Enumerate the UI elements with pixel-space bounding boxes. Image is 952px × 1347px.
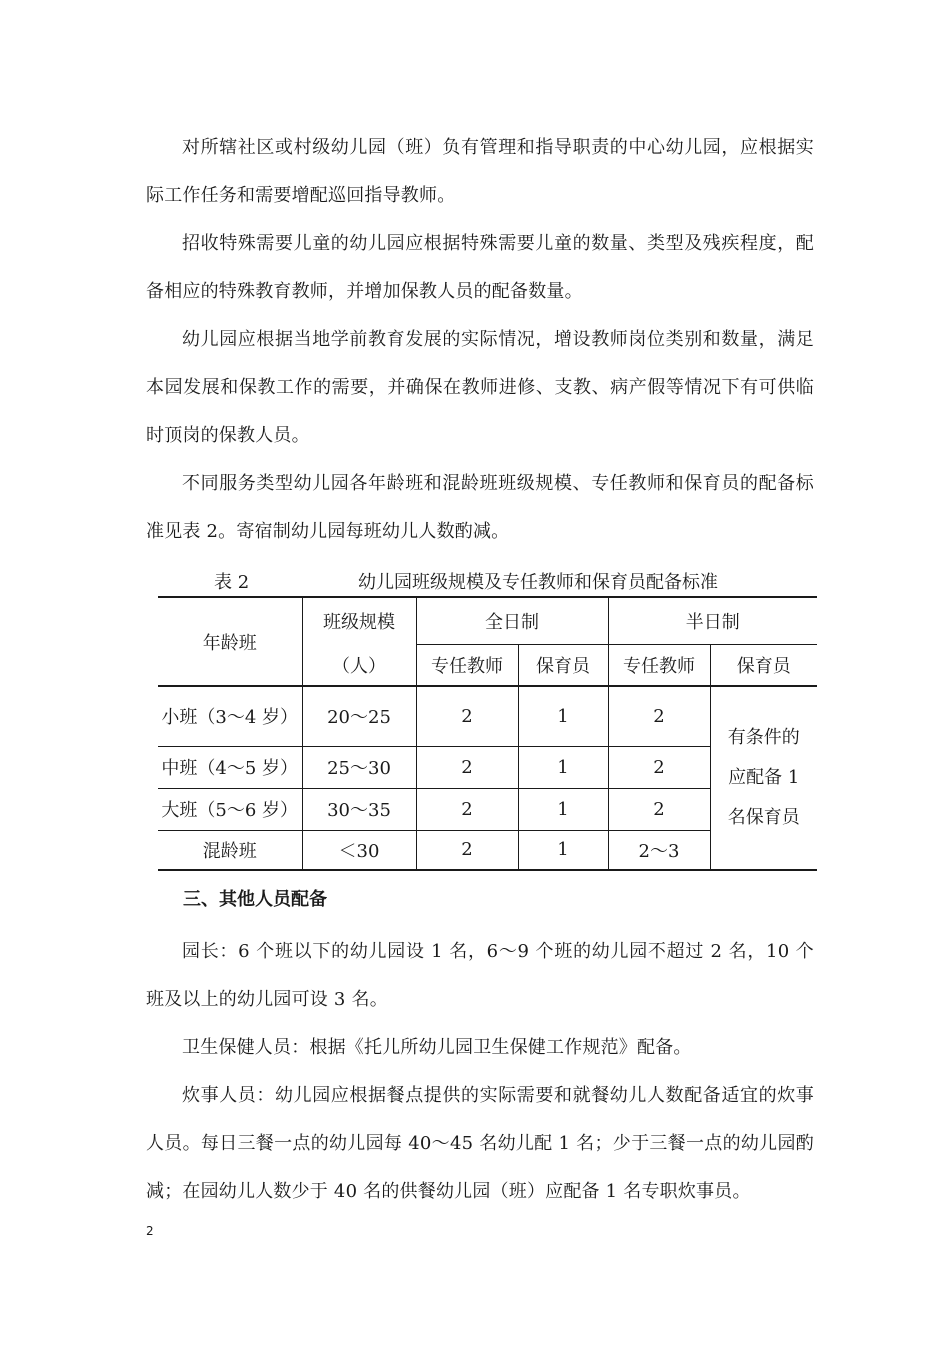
cell-class-size: 20～25 bbox=[302, 686, 416, 746]
cell-full-day-caregiver: 1 bbox=[518, 788, 608, 830]
cell-age-class: 大班（5～6 岁） bbox=[158, 788, 302, 830]
header-half-day-teacher: 专任教师 bbox=[608, 644, 710, 686]
page-number: 2 bbox=[146, 1224, 154, 1238]
cell-full-day-caregiver: 1 bbox=[518, 686, 608, 746]
cell-half-day-teacher: 2～3 bbox=[608, 830, 710, 870]
cell-class-size: ＜30 bbox=[302, 830, 416, 870]
paragraph-special-needs: 招收特殊需要儿童的幼儿园应根据特殊需要儿童的数量、类型及残疾程度，配备相应的特殊教育教师，并增加保教人员的配备数量。 bbox=[146, 233, 814, 302]
cell-full-day-teacher: 2 bbox=[416, 746, 518, 788]
header-class-size: 班级规模 bbox=[302, 597, 416, 644]
cell-full-day-teacher: 2 bbox=[416, 830, 518, 870]
cell-full-day-teacher: 2 bbox=[416, 788, 518, 830]
table-caption-number: 表 2 bbox=[214, 572, 250, 593]
paragraph-roving-teachers: 对所辖社区或村级幼儿园（班）负有管理和指导职责的中心幼儿园，应根据实际工作任务和需要增配巡回指导教师。 bbox=[146, 137, 814, 206]
cell-age-class: 小班（3～4 岁） bbox=[158, 686, 302, 746]
cell-half-day-teacher: 2 bbox=[608, 788, 710, 830]
paragraph-table-reference: 不同服务类型幼儿园各年龄班和混龄班班级规模、专任教师和保育员的配备标准见表 2。寄宿制幼儿园每班幼儿人数酌减。 bbox=[146, 473, 814, 542]
paragraph-staffing-flexibility: 幼儿园应根据当地学前教育发展的实际情况，增设教师岗位类别和数量，满足本园发展和保教工作的需要，并确保在教师进修、支教、病产假等情况下有可供临时顶岗的保教人员。 bbox=[146, 329, 814, 446]
header-half-day-caregiver: 保育员 bbox=[710, 644, 817, 686]
cell-half-day-caregiver-note bbox=[710, 686, 817, 870]
paragraph-health-staff: 卫生保健人员：根据《托儿所幼儿园卫生保健工作规范》配备。 bbox=[182, 1037, 692, 1058]
header-age-class: 年龄班 bbox=[158, 597, 302, 686]
note-line-3: 名保育员 bbox=[727, 807, 800, 828]
cell-class-size: 25～30 bbox=[302, 746, 416, 788]
staffing-standards-table bbox=[158, 596, 817, 871]
table-caption-title: 幼儿园班级规模及专任教师和保育员配备标准 bbox=[358, 572, 718, 593]
table-header-row-1 bbox=[158, 597, 817, 644]
cell-age-class: 中班（4～5 岁） bbox=[158, 746, 302, 788]
header-half-day: 半日制 bbox=[608, 597, 817, 644]
header-full-day-teacher: 专任教师 bbox=[416, 644, 518, 686]
header-full-day-caregiver: 保育员 bbox=[518, 644, 608, 686]
table-row bbox=[158, 686, 817, 746]
cell-half-day-teacher: 2 bbox=[608, 746, 710, 788]
section-heading: 三、其他人员配备 bbox=[183, 889, 327, 910]
paragraph-kitchen-staff: 炊事人员：幼儿园应根据餐点提供的实际需要和就餐幼儿人数配备适宜的炊事人员。每日三餐一点的幼儿园每 40～45 名幼儿配 1 名；少于三餐一点的幼儿园酌减；在园幼儿人数少于 40 名的供餐幼儿园（班）应配备 1 名专职炊事员。 bbox=[146, 1085, 814, 1202]
cell-full-day-caregiver: 1 bbox=[518, 746, 608, 788]
note-line-1: 有条件的 bbox=[727, 727, 800, 748]
cell-age-class: 混龄班 bbox=[158, 830, 302, 870]
cell-full-day-teacher: 2 bbox=[416, 686, 518, 746]
cell-full-day-caregiver: 1 bbox=[518, 830, 608, 870]
header-full-day: 全日制 bbox=[416, 597, 608, 644]
note-line-2: 应配备 1 bbox=[728, 767, 800, 788]
cell-class-size: 30～35 bbox=[302, 788, 416, 830]
header-class-size-unit: （人） bbox=[302, 644, 416, 686]
table-caption bbox=[158, 566, 816, 594]
paragraph-principal: 园长：6 个班以下的幼儿园设 1 名，6～9 个班的幼儿园不超过 2 名，10 个班及以上的幼儿园可设 3 名。 bbox=[146, 941, 814, 1010]
cell-half-day-teacher: 2 bbox=[608, 686, 710, 746]
